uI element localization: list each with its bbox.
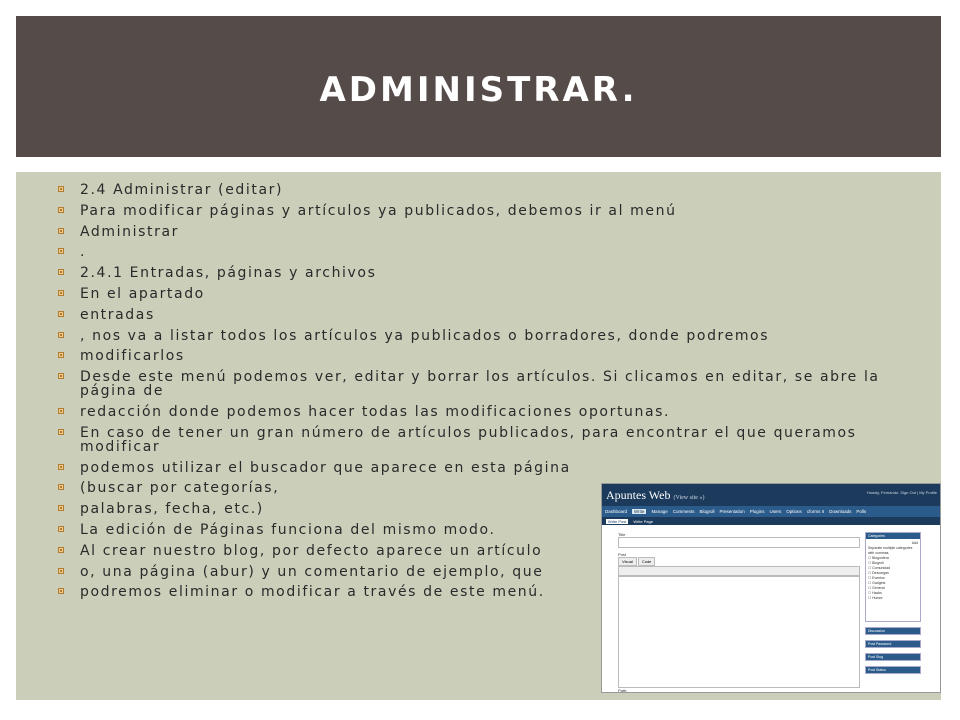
checkbox-icon: ☐	[868, 571, 873, 575]
wp-category-label: Comunidad	[872, 566, 891, 570]
bullet-item	[56, 426, 896, 454]
checkbox-icon: ☐	[868, 581, 873, 585]
wp-nav-item: Plugins	[749, 509, 765, 514]
wp-panel-header: Post Password	[866, 641, 920, 647]
bullet-text: En caso de tener un gran número de artículos publicados, para encontrar el que queramos modificar	[80, 424, 857, 455]
wp-panel	[865, 653, 921, 661]
bullet-text: Para modificar páginas y artículos ya publicados, debemos ir al menú	[80, 202, 677, 219]
bullet-item	[56, 308, 896, 322]
bullet-text: .	[80, 244, 87, 261]
bullet-text: Al crear nuestro blog, por defecto aparece un artículo	[80, 542, 543, 559]
bullet-text: redacción donde podemos hacer todas las modificaciones oportunas.	[80, 403, 671, 420]
wp-post-label: Post	[618, 552, 627, 557]
wp-panel-header: Post Slug	[866, 654, 920, 660]
bullet-marker-icon	[58, 269, 64, 275]
wp-nav-item: Downloads	[829, 509, 852, 514]
checkbox-icon: ☐	[868, 576, 873, 580]
bullet-marker-icon	[58, 505, 64, 511]
bullet-marker-icon	[58, 464, 64, 470]
bullet-item	[56, 204, 896, 218]
wp-categories-box	[865, 532, 921, 622]
checkbox-icon: ☐	[868, 561, 873, 565]
bullet-text: En el apartado	[80, 285, 205, 302]
wp-user-links: Howdy, Fernando. Sign Out | My Profile	[866, 490, 937, 495]
bullet-text: La edición de Páginas funciona del mismo modo.	[80, 521, 496, 538]
wp-nav-item: Users	[769, 509, 782, 514]
bullet-item	[56, 329, 896, 343]
wp-site-name: Apuntes Web (View site »)	[606, 488, 705, 502]
wp-title-input	[618, 537, 860, 548]
wp-category-label: Humor	[872, 596, 883, 600]
wp-nav-item: Dashboard	[605, 509, 628, 514]
bullet-text: podremos eliminar o modificar a través de este menú.	[80, 584, 545, 601]
wp-category-label: Blogroll	[872, 561, 884, 565]
wp-category-label: Gadgets	[872, 581, 886, 585]
bullet-marker-icon	[58, 568, 64, 574]
bullet-text: modificarlos	[80, 348, 185, 365]
bullet-text: 2.4 Administrar (editar)	[80, 182, 284, 198]
checkbox-icon: ☐	[868, 586, 873, 590]
wp-categories-list	[866, 539, 920, 621]
bullet-text: (buscar por categorías,	[80, 480, 280, 497]
bullet-text: Administrar	[80, 223, 179, 240]
wp-category-item	[868, 596, 918, 601]
bullet-marker-icon	[58, 290, 64, 296]
wp-category-label: General	[872, 586, 885, 590]
wp-nav-item: Polls	[856, 509, 867, 514]
bullet-marker-icon	[58, 352, 64, 358]
slide-title: ADMINISTRAR.	[319, 69, 638, 110]
bullet-text: palabras, fecha, etc.)	[80, 501, 264, 518]
bullet-marker-icon	[58, 228, 64, 234]
wp-tab-visual: Visual	[618, 557, 637, 566]
wp-tab-code: Code	[638, 557, 656, 566]
wp-categories-note: Separate multiple categories with commas.	[868, 546, 913, 555]
wp-sidebar	[865, 532, 921, 679]
bullet-item	[56, 287, 896, 301]
wp-categories-header: Categories	[866, 533, 920, 539]
wp-panel	[865, 666, 921, 674]
embedded-wordpress-screenshot	[601, 483, 941, 693]
bullet-marker-icon	[58, 547, 64, 553]
wp-category-label: Hacks	[872, 591, 882, 595]
bullet-marker-icon	[58, 207, 64, 213]
wp-subnav-item: Write Page	[633, 518, 654, 524]
bullet-marker-icon	[58, 526, 64, 532]
bullet-item	[56, 461, 896, 475]
wp-nav-item: Comments	[672, 509, 695, 514]
wp-panel-header: Post Status	[866, 667, 920, 673]
wp-editor-tabs	[618, 557, 860, 566]
wp-panels	[865, 627, 921, 674]
bullet-marker-icon	[58, 484, 64, 490]
bullet-item	[56, 183, 896, 197]
wp-panel	[865, 627, 921, 635]
bullet-marker-icon	[58, 186, 64, 192]
bullet-marker-icon	[58, 248, 64, 254]
wp-editor	[618, 532, 860, 692]
wp-editor-area	[618, 576, 860, 688]
wp-panel-header: Discussion	[866, 628, 920, 634]
bullet-marker-icon	[58, 588, 64, 594]
wp-nav	[602, 506, 940, 517]
wp-nav-item: Options	[786, 509, 802, 514]
wp-editor-toolbar	[618, 566, 860, 576]
wp-nav-item: Presentation	[719, 509, 745, 514]
wp-category-label: Descargas	[872, 571, 889, 575]
bullet-text: o, una página (abur) y un comentario de ejemplo, que	[80, 563, 544, 580]
bullet-text: Desde este menú podemos ver, editar y borrar los artículos. Si clicamos en editar, se abre la página de	[80, 369, 880, 400]
bullet-marker-icon	[58, 408, 64, 414]
bullet-item	[56, 266, 896, 280]
bullet-marker-icon	[58, 429, 64, 435]
wp-subnav-item: Write Post	[608, 518, 627, 524]
wp-nav-item: Manage	[651, 509, 668, 514]
wp-category-label: Blogosfera	[872, 556, 889, 560]
bullet-marker-icon	[58, 332, 64, 338]
bullet-item	[56, 245, 896, 259]
bullet-text: , nos va a listar todos los artículos ya publicados o borradores, donde podremos	[80, 327, 770, 344]
title-band	[16, 16, 941, 157]
wp-nav-item: Write	[634, 509, 645, 514]
wp-panel	[865, 640, 921, 648]
wp-path-label: Path:	[618, 688, 628, 693]
checkbox-icon: ☐	[868, 596, 873, 600]
wp-category-label: Eventos	[872, 576, 885, 580]
wp-title-label: Title	[618, 532, 626, 537]
wp-header	[602, 484, 940, 506]
bullet-text: podemos utilizar el buscador que aparece en esta página	[80, 459, 571, 476]
bullet-item	[56, 405, 896, 419]
bullet-marker-icon	[58, 373, 64, 379]
checkbox-icon: ☐	[868, 566, 873, 570]
bullet-item	[56, 370, 896, 398]
wp-subnav	[602, 517, 940, 525]
checkbox-icon: ☐	[868, 556, 873, 560]
bullet-item	[56, 225, 896, 239]
checkbox-icon: ☐	[868, 591, 873, 595]
bullet-text: 2.4.1 Entradas, páginas y archivos	[80, 265, 377, 282]
bullet-marker-icon	[58, 311, 64, 317]
bullet-text: entradas	[80, 306, 155, 323]
wp-nav-item: cforms II	[806, 509, 825, 514]
wp-nav-item: Blogroll	[699, 509, 715, 514]
wp-add-label: Add	[911, 541, 918, 545]
bullet-item	[56, 349, 896, 363]
